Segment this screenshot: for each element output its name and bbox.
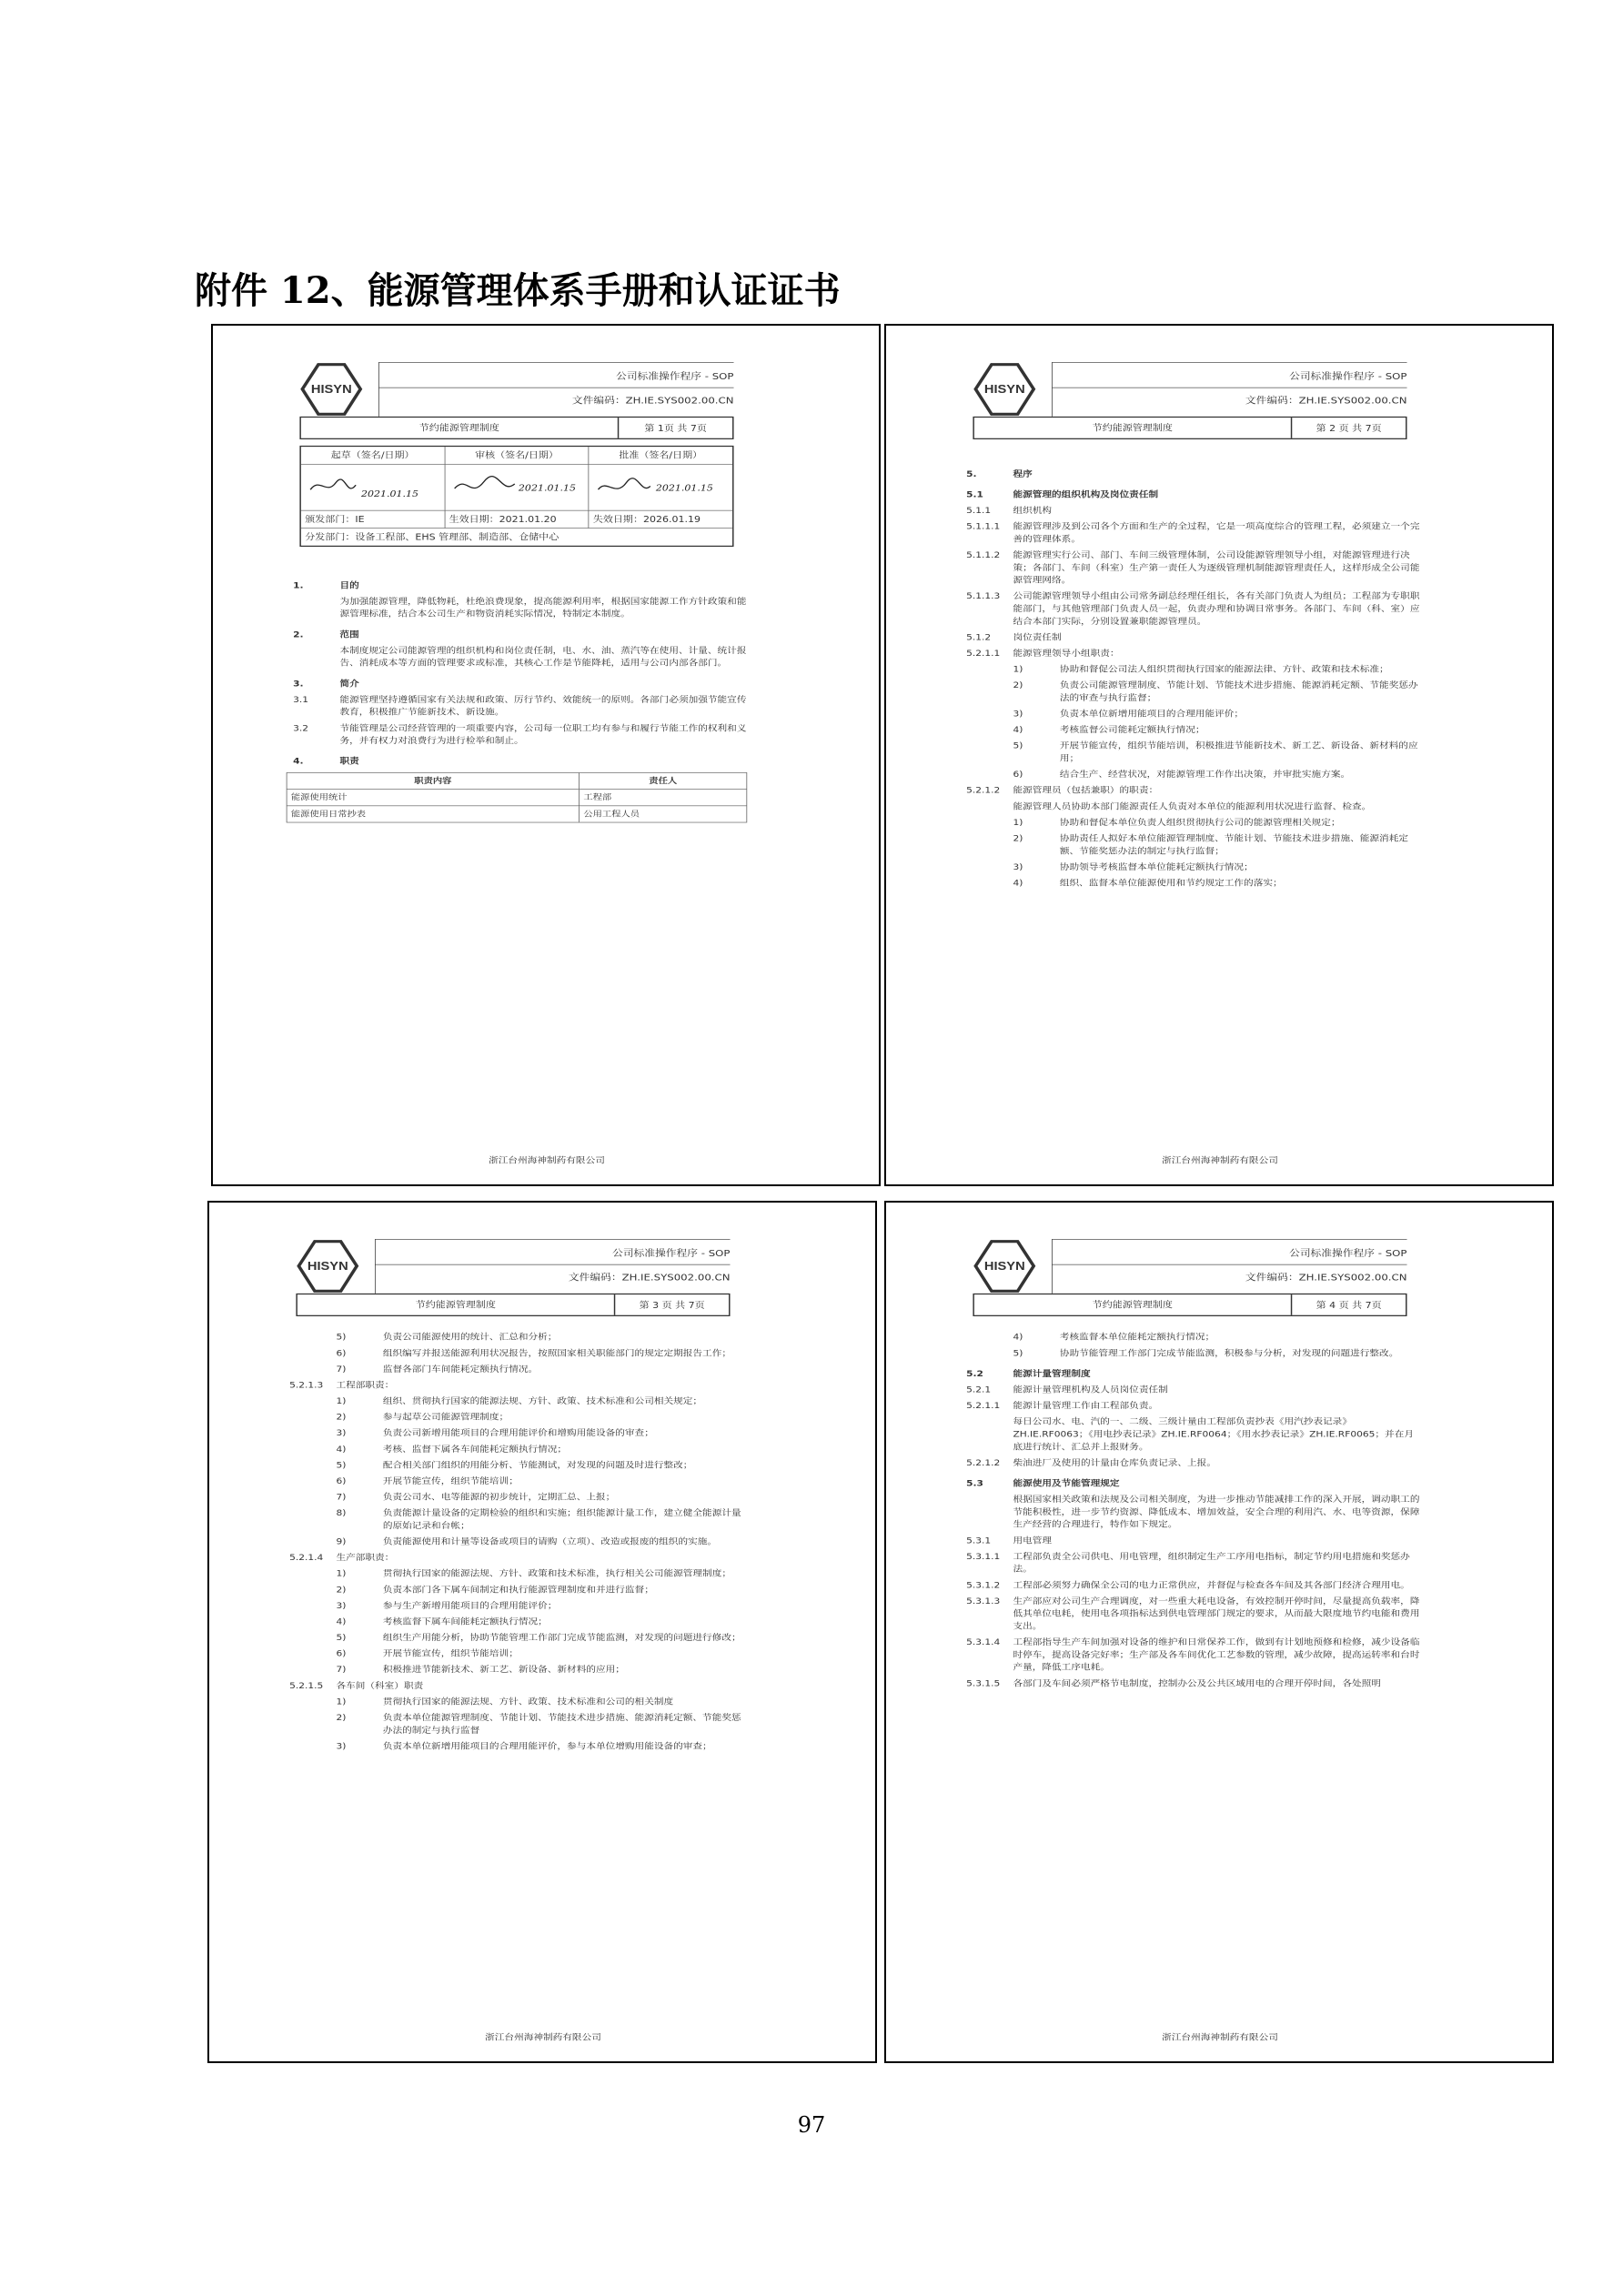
doc-line	[289, 1647, 743, 1660]
effective-date: 生效日期：2021.01.20	[445, 510, 589, 528]
line-number: 4.	[293, 757, 304, 767]
line-number: 2)	[336, 1585, 347, 1595]
signature-date: 2021.01.15	[360, 488, 418, 499]
hisyn-logo	[973, 1239, 1036, 1294]
doc-line	[966, 1400, 1420, 1413]
line-number: 6)	[336, 1649, 347, 1659]
line-text: 参与起草公司能源管理制度；	[382, 1413, 509, 1423]
doc-number: 文件编码：ZH.IE.SYS002.00.CN	[571, 394, 734, 406]
doc-line	[289, 1475, 743, 1488]
line-number: 2)	[336, 1413, 347, 1423]
line-number: 4)	[1013, 725, 1023, 735]
policy-bar	[973, 417, 1406, 439]
line-number: 2)	[1013, 680, 1023, 690]
doc-line	[293, 693, 747, 719]
line-number: 7)	[336, 1665, 347, 1675]
table-row	[287, 790, 746, 806]
doc-body	[290, 571, 747, 822]
line-number: 1)	[1013, 818, 1023, 828]
logo-text: HISYN	[310, 383, 352, 396]
doc-number: 文件编码：ZH.IE.SYS002.00.CN	[1245, 394, 1407, 406]
doc-line	[289, 1696, 743, 1708]
line-number: 4)	[1013, 1333, 1023, 1343]
line-number: 5.3.1.1	[966, 1552, 1001, 1562]
line-text: 配合相关部门组织的用能分析、节能测试，对发现的问题及时进行整改；	[382, 1460, 693, 1470]
policy-name: 节约能源管理制度	[301, 418, 619, 438]
table-row	[287, 806, 746, 822]
sop-label: 公司标准操作程序 - SOP	[616, 370, 734, 382]
line-text: 能源管理坚持遵循国家有关法规和政策、厉行节约、效能统一的原则。各部门必须加强节能宣传教育，积极推广节能新技术、新设施。	[339, 695, 747, 718]
doc-line	[966, 816, 1420, 829]
doc-line	[289, 1411, 743, 1424]
line-number: 6)	[336, 1348, 347, 1358]
line-number: 5.2.1.2	[966, 786, 1001, 796]
sign-header-draft: 起草（签名/日期）	[301, 447, 445, 464]
doc-line	[289, 1664, 743, 1677]
sign-header-approve: 批准（签名/日期）	[619, 449, 703, 461]
line-text: 开展节能宣传，组织节能培训；	[382, 1476, 519, 1486]
doc-line	[293, 629, 747, 641]
line-number: 4)	[336, 1616, 347, 1626]
issuing-department: 颁发部门：IE	[301, 510, 445, 528]
policy-bar	[299, 417, 733, 439]
line-text: 能源管理人员协助本部门能源责任人负责对本单位的能源利用状况进行监督、检查。	[1013, 801, 1372, 811]
line-number: 3)	[336, 1428, 347, 1438]
line-text: 岗位责任制	[1013, 632, 1062, 642]
line-text: 负责本单位新增用能项目的合理用能评价；	[1059, 710, 1245, 720]
line-text: 每日公司水、电、汽的一、二级、三级计量由工程部负责抄表《用汽抄表记录》ZH.IE.RF0063；《用电抄表记录》ZH.IE.RF0064；《用水抄表记录》ZH.IE.RF0065；并在月底进行统计、汇总并上报财务。	[1013, 1417, 1414, 1452]
line-number: 2)	[1013, 833, 1023, 843]
doc-line	[966, 724, 1420, 737]
signature-table	[299, 446, 733, 547]
doc-line	[289, 1331, 743, 1344]
line-text: 监督各部门车间能耗定额执行情况。	[382, 1365, 539, 1375]
line-number: 6)	[1013, 770, 1023, 780]
hisyn-logo	[296, 1239, 359, 1294]
line-text: 组织生产用能分析，协助节能管理工作部门完成节能监测，对发现的问题进行修改；	[382, 1633, 741, 1643]
doc-line	[289, 1363, 743, 1375]
line-number: 4)	[336, 1445, 347, 1455]
line-number	[293, 595, 339, 620]
doc-line	[966, 1384, 1420, 1396]
line-number: 5.1.2	[966, 632, 992, 642]
line-number: 5.	[966, 469, 977, 479]
doc-line	[289, 1536, 743, 1548]
doc-line	[289, 1395, 743, 1408]
line-text: 负责能源使用和计量等设备或项目的请购（立项）、改造或报废的组织的实施。	[382, 1537, 718, 1547]
line-text: 负责本部门各下属车间制定和执行能源管理制度和并进行监督；	[382, 1585, 654, 1595]
table-cell: 公用工程人员	[583, 809, 640, 819]
doc-line	[966, 1595, 1420, 1632]
doc-line	[966, 1550, 1420, 1576]
signature-date: 2021.01.15	[518, 482, 576, 494]
doc-line	[966, 1331, 1420, 1344]
page-number: 97	[797, 2112, 826, 2138]
line-number: 5)	[1013, 1348, 1023, 1358]
sop-label: 公司标准操作程序 - SOP	[1289, 370, 1407, 382]
line-text: 工程部必须努力确保全公司的电力正常供应，并督促与检查各车间及其各部门经济合理用电。	[1013, 1580, 1410, 1590]
doc-line	[289, 1347, 743, 1360]
line-number: 3.	[293, 679, 304, 689]
line-text: 能源计量管理制度	[1013, 1369, 1091, 1379]
signature-review	[445, 465, 589, 510]
line-number	[966, 1415, 1013, 1453]
document-card-page-2	[884, 324, 1554, 1186]
doc-line	[289, 1712, 743, 1737]
table-cell: 工程部	[583, 792, 612, 802]
doc-number: 文件编码：ZH.IE.SYS002.00.CN	[1245, 1271, 1407, 1283]
table-cell: 能源使用日常抄表	[287, 806, 579, 822]
line-number: 5.3	[966, 1478, 983, 1488]
page-label: 第 1页 共 7页	[644, 423, 707, 434]
line-text: 能源管理涉及到公司各个方面和生产的全过程，它是一项高度综合的管理工程，必须建立一个完善的管理体系。	[1013, 522, 1420, 544]
doc-body	[289, 1331, 743, 1756]
line-number: 5.2.1.3	[289, 1380, 324, 1390]
doc-line	[293, 579, 747, 592]
line-number: 5.2.1.1	[966, 1401, 1001, 1411]
line-number: 5.1.1.2	[966, 550, 1001, 560]
line-number: 6)	[336, 1476, 347, 1486]
logo-text: HISYN	[983, 1260, 1025, 1273]
line-text: 协助领导考核监督本单位能耗定额执行情况；	[1059, 862, 1254, 872]
line-text: 参与生产新增用能项目的合理用能评价；	[382, 1601, 558, 1611]
line-text: 协助节能管理工作部门完成节能监测，积极参与分析，对发现的问题进行整改。	[1059, 1348, 1399, 1358]
doc-line	[293, 722, 747, 748]
doc-number: 文件编码：ZH.IE.SYS002.00.CN	[568, 1271, 731, 1283]
company-footer: 浙江台州海神制药有限公司	[489, 1156, 605, 1166]
doc-line	[289, 1552, 743, 1565]
line-text: 结合生产、经营状况，对能源管理工作作出决策，并审批实施方案。	[1059, 770, 1351, 780]
line-text: 协助和督促公司法人组织贯彻执行国家的能源法律、方针、政策和技术标准；	[1059, 665, 1389, 675]
line-number: 3)	[1013, 862, 1023, 872]
signature-draft	[301, 465, 445, 510]
line-number: 3.1	[293, 695, 309, 705]
line-text: 考核、监督下属各车间能耗定额执行情况；	[382, 1445, 568, 1455]
line-text: 考核监督公司能耗定额执行情况；	[1059, 725, 1205, 735]
line-text: 组织编写并报送能源利用状况报告，按照国家相关职能部门的规定定期报告工作；	[382, 1348, 731, 1358]
table-header-cell: 职责内容	[287, 773, 579, 790]
line-text: 各部门及车间必须严格节电制度，控制办公及公共区域用电的合理开停时间，各处照明	[1013, 1678, 1381, 1688]
doc-line	[966, 549, 1420, 587]
line-number: 3.2	[293, 723, 309, 733]
line-number: 5.2.1.4	[289, 1553, 324, 1563]
doc-line	[966, 877, 1420, 890]
line-number: 5.1	[966, 489, 983, 499]
line-text: 公司能源管理领导小组由公司常务副总经理任组长，各有关部门负责人为组员；工程部为专职职能部门，与其他管理部门负责人员一起，负责办理和协调日常事务。各部门、车间（科、室）应结合本部门实际，分别设置兼职能源管理员。	[1013, 591, 1420, 627]
company-footer: 浙江台州海神制药有限公司	[1162, 1156, 1278, 1166]
line-text: 能源管理领导小组职责：	[1013, 649, 1120, 659]
line-text: 目的	[339, 580, 359, 590]
doc-line	[289, 1599, 743, 1612]
line-text: 职责	[339, 757, 359, 767]
line-text: 负责公司新增用能项目的合理用能评价和增购用能设备的审查；	[382, 1428, 654, 1438]
policy-bar	[296, 1294, 730, 1316]
logo-text: HISYN	[983, 383, 1025, 396]
line-number: 3)	[1013, 710, 1023, 720]
document-card-page-1	[211, 324, 881, 1186]
page-title: 附件 12、能源管理体系手册和认证证书	[195, 269, 841, 312]
doc-line	[293, 678, 747, 690]
line-text: 开展节能宣传，组织节能培训，积极推进节能新技术、新工艺、新设备、新材料的应用；	[1059, 741, 1418, 764]
doc-line	[966, 505, 1420, 518]
doc-line	[966, 1415, 1420, 1453]
line-number: 5.1.1	[966, 506, 992, 516]
doc-line	[966, 740, 1420, 765]
line-text: 各车间（科室）职责	[336, 1681, 424, 1691]
sop-label: 公司标准操作程序 - SOP	[612, 1247, 731, 1259]
hisyn-logo	[973, 362, 1036, 417]
policy-bar	[973, 1294, 1406, 1316]
line-text: 生产部应对公司生产合理调度，对一些重大耗电设备，有效控制开停时间，尽量提高负载率，降低其单位电耗，使用电各项指标达到供电管理部门规定的要求，从而最大限度地节约电能和费用支出。	[1013, 1596, 1420, 1631]
doc-line	[289, 1632, 743, 1645]
line-text: 开展节能宣传，组织节能培训；	[382, 1649, 519, 1659]
line-text: 工程部职责：	[336, 1380, 395, 1390]
company-footer: 浙江台州海神制药有限公司	[485, 2033, 601, 2043]
doc-line	[289, 1616, 743, 1628]
page-label: 第 4 页 共 7页	[1316, 1300, 1382, 1311]
line-text: 节能管理是公司经营管理的一项重要内容，公司每一位职工均有参与和履行节能工作的权利和义务，并有权力对浪费行为进行检举和制止。	[339, 723, 747, 746]
doc-line	[289, 1507, 743, 1533]
doc-header	[973, 362, 1406, 445]
line-text: 柴油进厂及使用的计量由仓库负责记录、上报。	[1013, 1458, 1216, 1468]
doc-line	[289, 1427, 743, 1440]
line-number: 2)	[336, 1713, 347, 1723]
doc-line	[289, 1679, 743, 1692]
page-label: 第 3 页 共 7页	[639, 1300, 705, 1311]
responsibility-table	[287, 772, 747, 822]
doc-line	[966, 648, 1420, 660]
line-text: 负责公司水、电等能源的初步统计，定期汇总、上报；	[382, 1493, 616, 1503]
line-number: 1)	[336, 1396, 347, 1406]
line-text: 本制度规定公司能源管理的组织机构和岗位责任制，电、水、油、蒸汽等在使用、计量、统计报告、消耗成本等方面的管理要求或标准，其核心工作是节能降耗，适用与公司内部各部门。	[339, 646, 747, 669]
doc-line	[289, 1491, 743, 1504]
line-text: 贯彻执行国家的能源法规、方针、政策、技术标准和公司的相关制度	[382, 1697, 674, 1707]
line-text: 能源计量管理机构及人员岗位责任制	[1013, 1385, 1168, 1395]
doc-line	[966, 861, 1420, 873]
line-number: 5.3.1	[966, 1536, 992, 1546]
page-label: 第 2 页 共 7页	[1316, 423, 1382, 434]
doc-line	[289, 1459, 743, 1472]
doc-header	[973, 1239, 1406, 1322]
line-number: 1)	[336, 1697, 347, 1707]
doc-line	[966, 1636, 1420, 1674]
line-number: 7)	[336, 1365, 347, 1375]
doc-line	[966, 1535, 1420, 1547]
doc-line	[293, 644, 747, 670]
doc-line	[966, 663, 1420, 676]
doc-header	[296, 1239, 730, 1322]
line-number: 5)	[336, 1633, 347, 1643]
line-number: 5.1.1.3	[966, 591, 1001, 601]
line-number: 1)	[336, 1569, 347, 1579]
line-text: 范围	[339, 629, 359, 639]
line-text: 积极推进节能新技术、新工艺、新设备、新材料的应用；	[382, 1665, 625, 1675]
doc-line	[966, 769, 1420, 781]
line-number: 5)	[336, 1460, 347, 1470]
line-text: 组织、监督本单位能源使用和节约规定工作的落实；	[1059, 878, 1283, 888]
line-number: 3)	[336, 1741, 347, 1751]
doc-body	[966, 460, 1420, 893]
line-number: 1.	[293, 580, 304, 590]
line-text: 贯彻执行国家的能源法规、方针、政策和技术标准，执行相关公司能源管理制度；	[382, 1569, 731, 1579]
line-text: 负责本单位新增用能项目的合理用能评价，参与本单位增购用能设备的审查；	[382, 1741, 712, 1751]
line-number: 5.1.1.1	[966, 522, 1001, 532]
line-text: 能源管理实行公司、部门、车间三级管理体制，公司设能源管理领导小组，对能源管理进行决策；各部门、车间（科室）生产第一责任人为逐级管理机制能源管理责任人，这样形成全公司能源管理网络。	[1013, 550, 1420, 586]
table-header-cell: 责任人	[649, 776, 678, 786]
line-text: 考核监督下属车间能耗定额执行情况；	[382, 1616, 548, 1626]
expiry-date: 失效日期：2026.01.19	[592, 514, 701, 525]
line-number: 5.2.1.5	[289, 1681, 324, 1691]
doc-line	[289, 1740, 743, 1753]
line-number: 7)	[336, 1493, 347, 1503]
doc-line	[966, 468, 1420, 480]
table-cell: 能源使用统计	[287, 790, 579, 806]
line-text: 负责本单位能源管理制度、节能计划、节能技术进步措施、能源消耗定额、节能奖惩办法的制定与执行监督	[382, 1713, 741, 1736]
doc-line	[966, 1347, 1420, 1360]
doc-line	[293, 595, 747, 620]
doc-line	[966, 708, 1420, 720]
doc-line	[966, 520, 1420, 546]
line-number: 5.3.1.2	[966, 1580, 1001, 1590]
policy-name: 节约能源管理制度	[974, 1294, 1292, 1315]
line-number: 5.2.1.1	[966, 649, 1001, 659]
line-number: 5)	[1013, 741, 1023, 751]
doc-line	[289, 1584, 743, 1596]
line-text: 考核监督本单位能耗定额执行情况；	[1059, 1333, 1215, 1343]
doc-line	[966, 1367, 1420, 1380]
line-text: 负责公司能源使用的统计、汇总和分析；	[382, 1333, 558, 1343]
signature-date: 2021.01.15	[655, 482, 713, 494]
document-card-page-4	[884, 1201, 1554, 2063]
line-number: 5.2	[966, 1369, 983, 1379]
doc-line	[966, 1579, 1420, 1592]
line-number: 5.3.1.5	[966, 1678, 1001, 1688]
line-number: 5.3.1.4	[966, 1637, 1001, 1647]
doc-line	[966, 1677, 1420, 1690]
line-text: 协助和督促本单位负责人组织贯彻执行公司的能源管理相关规定；	[1059, 818, 1341, 828]
line-number: 3)	[336, 1601, 347, 1611]
policy-name: 节约能源管理制度	[974, 418, 1292, 438]
doc-line	[289, 1443, 743, 1455]
company-footer: 浙江台州海神制药有限公司	[1162, 2033, 1278, 2043]
doc-line	[293, 755, 747, 768]
doc-line	[966, 801, 1420, 813]
line-number	[966, 1494, 1013, 1531]
line-text: 能源使用及节能管理规定	[1013, 1478, 1120, 1488]
hisyn-logo	[299, 362, 363, 417]
line-number: 9)	[336, 1537, 347, 1547]
line-text: 负责能源计量设备的定期检验的组织和实施；组织能源计量工作，建立健全能源计量的原始记录和台帐；	[382, 1508, 741, 1531]
document-card-page-3	[207, 1201, 877, 2063]
line-number: 5.2.1.2	[966, 1458, 1001, 1468]
doc-body	[966, 1331, 1420, 1693]
line-number	[293, 644, 339, 670]
signature-approve	[589, 465, 732, 510]
doc-line	[289, 1567, 743, 1580]
line-text: 组织、贯彻执行国家的能源法规、方针、政策、技术标准和公司相关规定；	[382, 1396, 703, 1406]
line-text: 根据国家相关政策和法规及公司相关制度，为进一步推动节能减排工作的深入开展，调动职工的节能积极性，进一步节约资源、降低成本、增加效益，安全合理的利用汽、水、电等资源，保障生产经营的合理进行，特作如下规定。	[1013, 1495, 1420, 1530]
table-header-row	[287, 773, 746, 790]
line-text: 工程部负责全公司供电、用电管理，组织制定生产工序用电指标，制定节约用电措施和奖惩办法。	[1013, 1552, 1410, 1575]
line-text: 负责公司能源管理制度、节能计划、节能技术进步措施、能源消耗定额、节能奖惩办法的审查与执行监督；	[1059, 680, 1418, 703]
line-text: 能源管理员（包括兼职）的职责：	[1013, 786, 1159, 796]
line-text: 为加强能源管理，降低物耗，杜绝浪费现象，提高能源利用率，根据国家能源工作方针政策和能源管理标准，结合本公司生产和物资消耗实际情况，特制定本制度。	[339, 597, 747, 619]
doc-line	[966, 590, 1420, 628]
doc-line	[966, 631, 1420, 644]
line-text: 简介	[339, 679, 359, 689]
line-text: 组织机构	[1013, 506, 1053, 516]
line-text: 生产部职责：	[336, 1553, 395, 1563]
doc-line	[966, 1494, 1420, 1531]
line-number: 8)	[336, 1508, 347, 1518]
sign-header-review: 审核（签名/日期）	[445, 447, 589, 464]
doc-line	[289, 1379, 743, 1392]
line-text: 程序	[1013, 469, 1033, 479]
line-text: 协助责任人拟好本单位能源管理制度、节能计划、节能技术进步措施、能源消耗定额、节能奖惩办法的制定与执行监督；	[1059, 833, 1408, 856]
line-text: 能源计量管理工作由工程部负责。	[1013, 1401, 1159, 1411]
line-number: 1)	[1013, 665, 1023, 675]
sop-label: 公司标准操作程序 - SOP	[1289, 1247, 1407, 1259]
doc-line	[966, 832, 1420, 858]
line-number: 5)	[336, 1333, 347, 1343]
line-number: 5.3.1.3	[966, 1596, 1001, 1606]
doc-line	[966, 784, 1420, 797]
line-number: 4)	[1013, 878, 1023, 888]
line-number: 5.2.1	[966, 1385, 992, 1395]
doc-line	[966, 680, 1420, 705]
distribution: 分发部门：设备工程部、EHS 管理部、制造部、仓储中心	[305, 531, 559, 543]
doc-header	[299, 362, 733, 445]
line-number	[966, 801, 1013, 813]
logo-text: HISYN	[307, 1260, 348, 1273]
line-number: 2.	[293, 629, 304, 639]
line-text: 用电管理	[1013, 1536, 1053, 1546]
line-text: 工程部指导生产车间加强对设备的维护和日常保养工作，做到有计划地预修和检修，减少设备临时停车，提高设备完好率；生产部及各车间优化工艺参数的管理，减少故障，提高运转率和台时产量，降低工序电耗。	[1013, 1637, 1420, 1673]
doc-line	[966, 488, 1420, 501]
doc-line	[966, 1456, 1420, 1469]
line-text: 能源管理的组织机构及岗位责任制	[1013, 489, 1159, 499]
doc-line	[966, 1477, 1420, 1490]
policy-name: 节约能源管理制度	[297, 1294, 615, 1315]
